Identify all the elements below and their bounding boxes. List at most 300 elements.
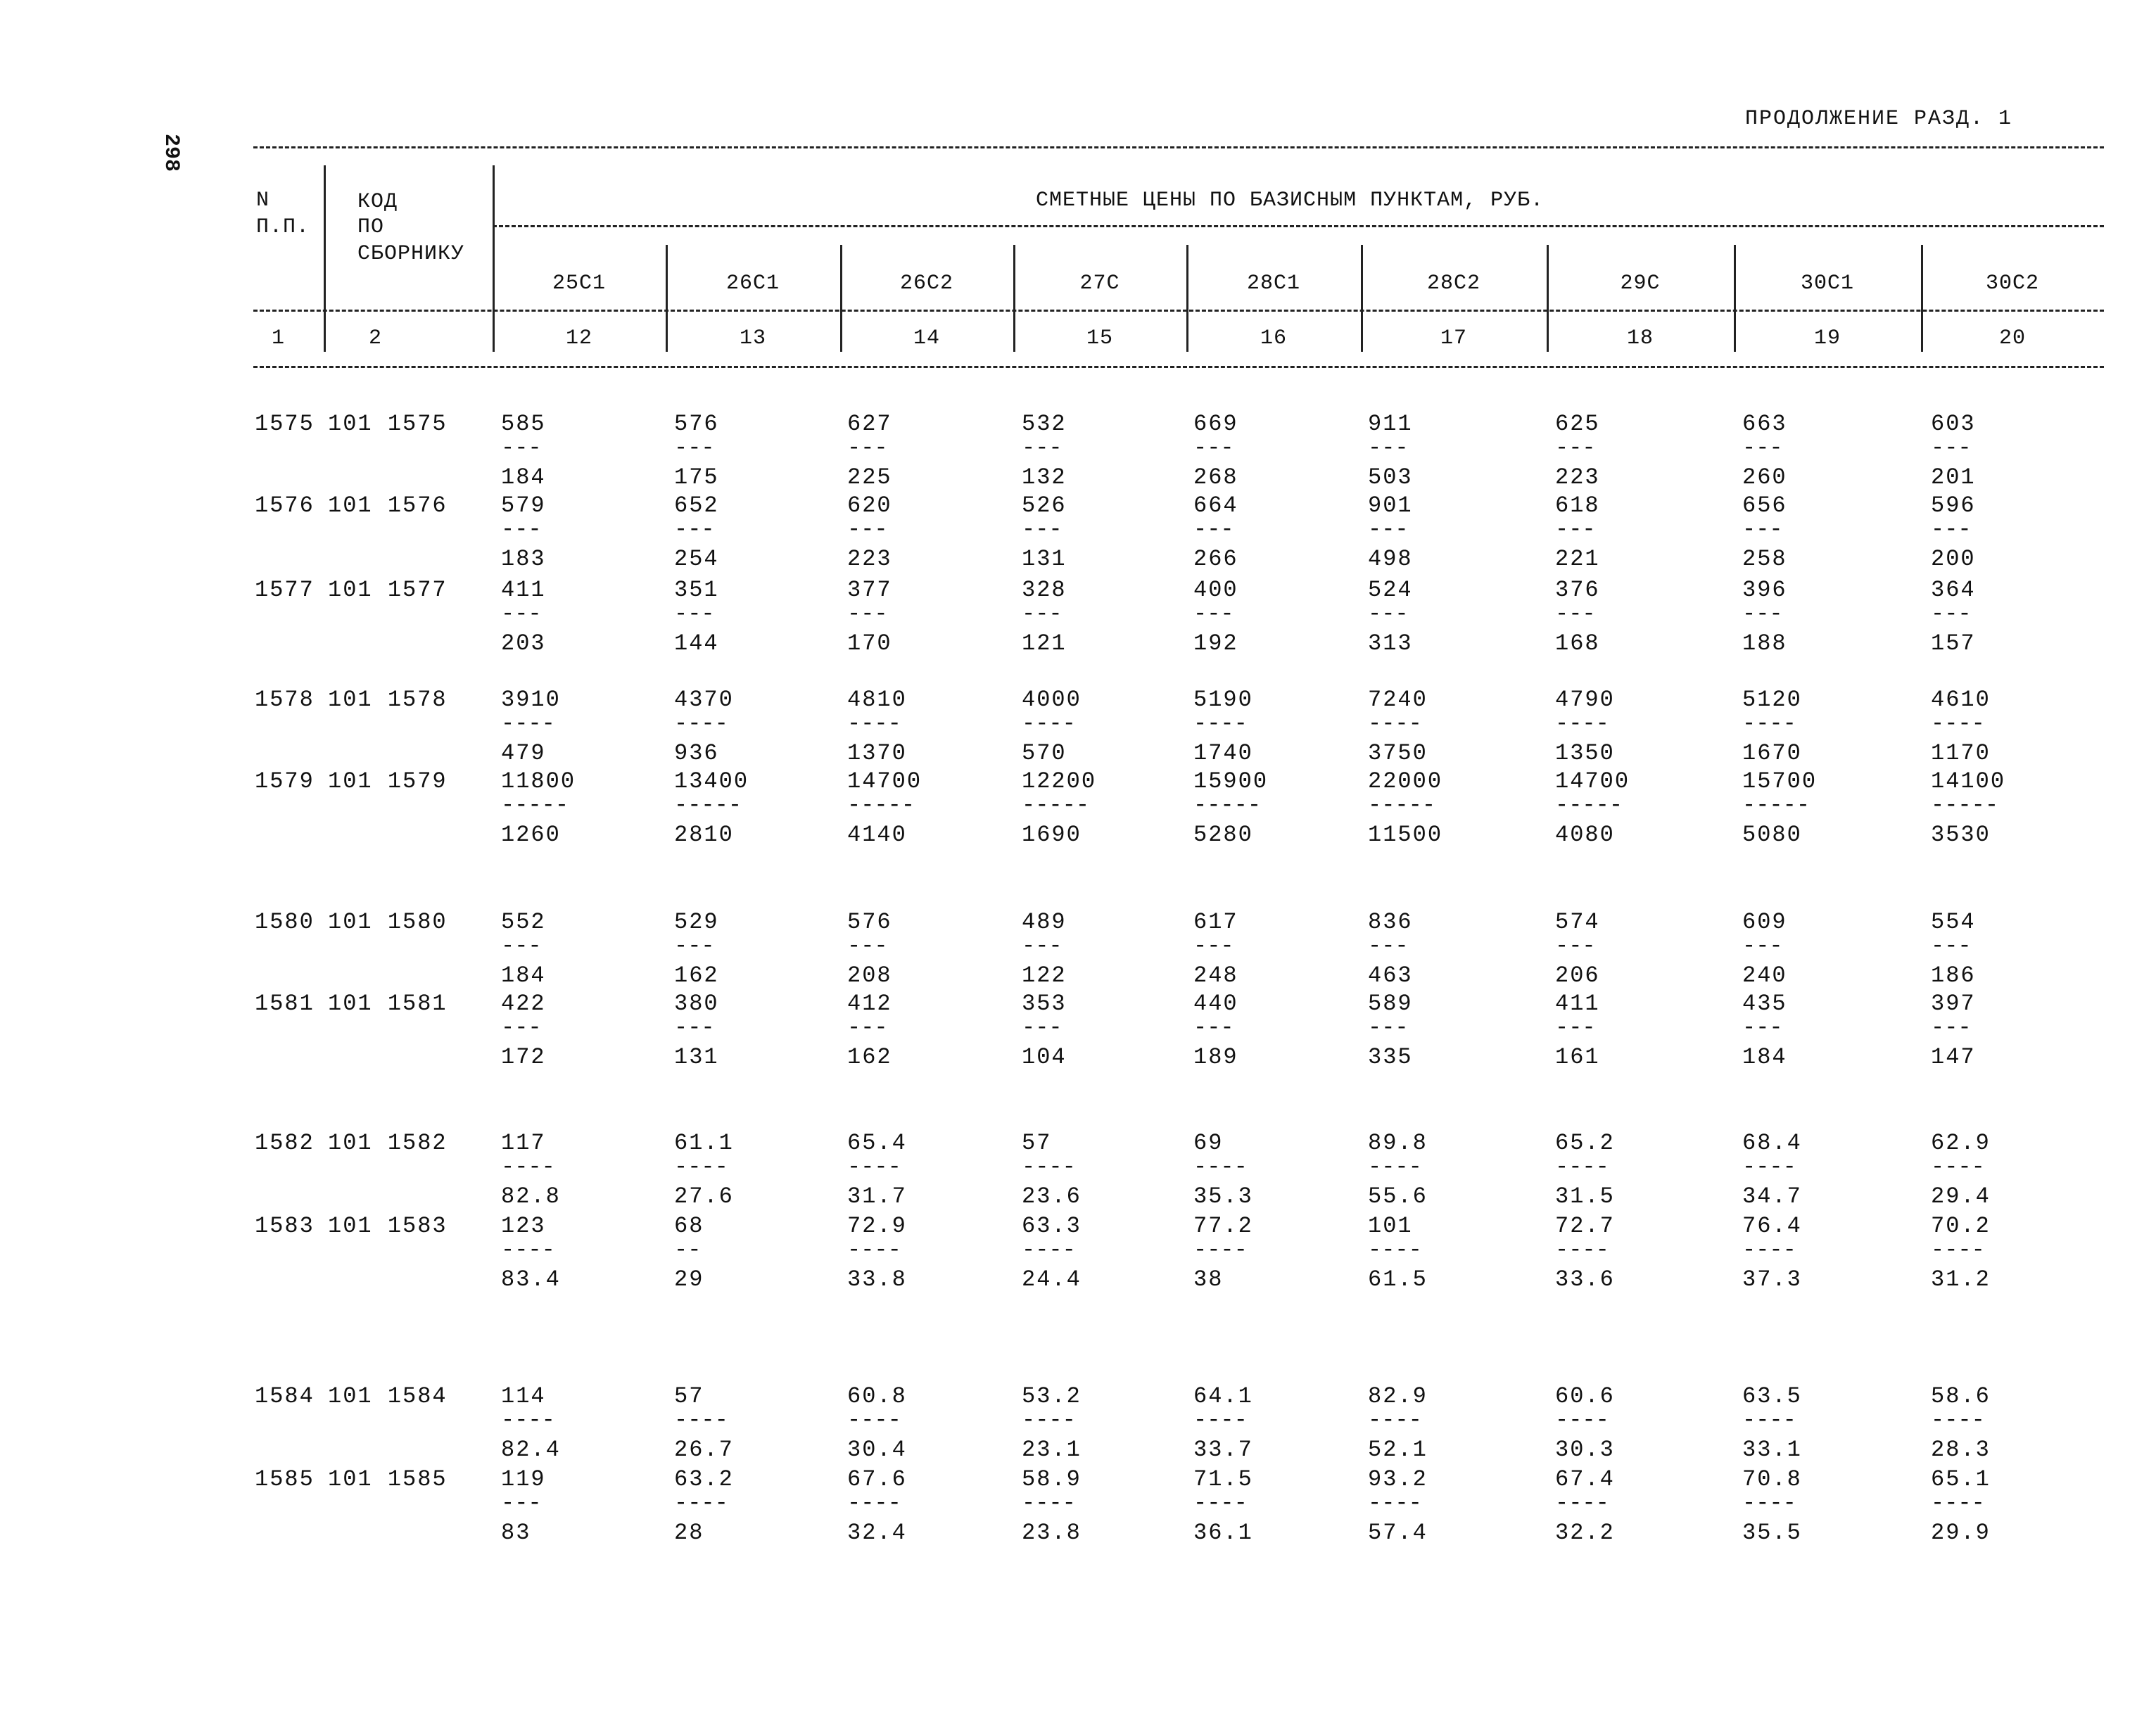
fraction-bar: ----: [1193, 1490, 1248, 1516]
price-numerator: 67.6: [847, 1466, 907, 1492]
fraction-bar: ---: [847, 933, 888, 959]
price-numerator: 552: [501, 909, 546, 935]
price-denominator: 3750: [1368, 740, 1428, 766]
fraction-bar: ---: [1555, 933, 1596, 959]
price-numerator: 627: [847, 411, 892, 437]
price-denominator: 1670: [1742, 740, 1802, 766]
price-numerator: 524: [1368, 577, 1413, 603]
price-numerator: 328: [1022, 577, 1067, 603]
fraction-bar: ----: [1368, 1154, 1422, 1180]
fraction-bar: ----: [1742, 1490, 1796, 1516]
price-numerator: 411: [501, 577, 546, 603]
price-numerator: 532: [1022, 411, 1067, 437]
price-denominator: 4080: [1555, 822, 1615, 848]
price-denominator: 162: [847, 1044, 892, 1070]
price-denominator: 5280: [1193, 822, 1253, 848]
fraction-bar: ----: [1193, 1407, 1248, 1433]
price-denominator: 258: [1742, 546, 1787, 572]
price-numerator: 65.1: [1931, 1466, 1991, 1492]
fraction-bar: ---: [674, 601, 715, 627]
price-numerator: 911: [1368, 411, 1413, 437]
price-numerator: 380: [674, 991, 719, 1017]
row-number: 1581: [255, 991, 315, 1017]
point-header-27С: 27С: [1079, 272, 1120, 296]
price-numerator: 529: [674, 909, 719, 935]
price-denominator: 479: [501, 740, 546, 766]
price-denominator: 33.8: [847, 1266, 907, 1292]
price-denominator: 83: [501, 1520, 531, 1546]
fraction-bar: ----: [501, 1154, 555, 1180]
price-denominator: 38: [1193, 1266, 1224, 1292]
row-number: 1584: [255, 1383, 315, 1409]
header-rule: [253, 310, 2104, 312]
price-denominator: 1740: [1193, 740, 1253, 766]
row-code: 101 1583: [328, 1213, 448, 1239]
price-denominator: 313: [1368, 630, 1413, 656]
fraction-bar: ---: [1368, 516, 1409, 542]
point-header-28С2: 28С2: [1426, 272, 1480, 296]
price-numerator: 4000: [1022, 687, 1082, 713]
price-denominator: 223: [847, 546, 892, 572]
code-header-sb: СБОРНИКУ: [357, 242, 465, 266]
row-number: 1583: [255, 1213, 315, 1239]
price-numerator: 412: [847, 991, 892, 1017]
price-denominator: 162: [674, 963, 719, 989]
fraction-bar: ---: [1742, 1015, 1783, 1041]
colnum-16: 16: [1260, 326, 1287, 350]
row-number: 1579: [255, 768, 315, 794]
row-code: 101 1585: [328, 1466, 448, 1492]
fraction-bar: ---: [847, 1015, 888, 1041]
price-numerator: 63.2: [674, 1466, 734, 1492]
price-numerator: 422: [501, 991, 546, 1017]
fraction-bar: ---: [501, 1015, 542, 1041]
fraction-bar: ----: [847, 1154, 901, 1180]
price-numerator: 901: [1368, 493, 1413, 519]
price-denominator: 61.5: [1368, 1266, 1428, 1292]
group-title: СМЕТНЫЕ ЦЕНЫ ПО БАЗИСНЫМ ПУНКТАМ, РУБ.: [1036, 189, 1545, 212]
fraction-bar: ----: [1742, 711, 1796, 737]
price-numerator: 13400: [674, 768, 749, 794]
price-numerator: 15900: [1193, 768, 1269, 794]
price-denominator: 4140: [847, 822, 907, 848]
price-numerator: 68.4: [1742, 1130, 1802, 1156]
price-denominator: 170: [847, 630, 892, 656]
fraction-bar: ----: [847, 711, 901, 737]
fraction-bar: -----: [501, 792, 569, 818]
fraction-bar: ----: [1931, 1154, 1985, 1180]
price-denominator: 23.1: [1022, 1437, 1082, 1463]
price-numerator: 353: [1022, 991, 1067, 1017]
colnum-12: 12: [565, 326, 592, 350]
price-numerator: 114: [501, 1383, 546, 1409]
price-numerator: 14700: [847, 768, 922, 794]
price-denominator: 201: [1931, 464, 1976, 490]
price-denominator: 223: [1555, 464, 1600, 490]
fraction-bar: -----: [674, 792, 742, 818]
colnum-19: 19: [1813, 326, 1841, 350]
fraction-bar: ---: [1193, 601, 1234, 627]
price-denominator: 131: [674, 1044, 719, 1070]
price-denominator: 1260: [501, 822, 561, 848]
price-numerator: 58.9: [1022, 1466, 1082, 1492]
price-denominator: 268: [1193, 464, 1238, 490]
price-numerator: 3910: [501, 687, 561, 713]
row-code: 101 1581: [328, 991, 448, 1017]
price-numerator: 663: [1742, 411, 1787, 437]
n-header-sub: П.П.: [256, 215, 310, 239]
price-denominator: 31.5: [1555, 1183, 1615, 1209]
price-denominator: 32.2: [1555, 1520, 1615, 1546]
price-denominator: 2810: [674, 822, 734, 848]
fraction-bar: ---: [1555, 601, 1596, 627]
price-numerator: 397: [1931, 991, 1976, 1017]
price-denominator: 82.4: [501, 1437, 561, 1463]
price-numerator: 71.5: [1193, 1466, 1253, 1492]
fraction-bar: ---: [1193, 435, 1234, 461]
price-denominator: 254: [674, 546, 719, 572]
fraction-bar: ---: [1022, 516, 1063, 542]
fraction-bar: ---: [1742, 933, 1783, 959]
fraction-bar: ----: [1931, 711, 1985, 737]
price-numerator: 65.4: [847, 1130, 907, 1156]
code-header-po: ПО: [357, 215, 385, 239]
price-numerator: 576: [674, 411, 719, 437]
price-numerator: 585: [501, 411, 546, 437]
fraction-bar: -----: [1193, 792, 1262, 818]
price-denominator: 35.5: [1742, 1520, 1802, 1546]
price-numerator: 57: [1022, 1130, 1052, 1156]
row-code: 101 1577: [328, 577, 448, 603]
fraction-bar: -----: [1022, 792, 1090, 818]
price-denominator: 29: [674, 1266, 704, 1292]
price-denominator: 29.4: [1931, 1183, 1991, 1209]
price-denominator: 260: [1742, 464, 1787, 490]
price-denominator: 11500: [1368, 822, 1443, 848]
price-denominator: 157: [1931, 630, 1976, 656]
price-denominator: 34.7: [1742, 1183, 1802, 1209]
price-numerator: 589: [1368, 991, 1413, 1017]
price-numerator: 70.8: [1742, 1466, 1802, 1492]
price-denominator: 248: [1193, 963, 1238, 989]
price-numerator: 63.5: [1742, 1383, 1802, 1409]
price-numerator: 669: [1193, 411, 1238, 437]
price-denominator: 240: [1742, 963, 1787, 989]
price-numerator: 61.1: [674, 1130, 734, 1156]
fraction-bar: ---: [1368, 601, 1409, 627]
fraction-bar: ----: [1368, 1490, 1422, 1516]
fraction-bar: ---: [674, 933, 715, 959]
price-numerator: 351: [674, 577, 719, 603]
price-denominator: 30.4: [847, 1437, 907, 1463]
fraction-bar: ---: [1742, 435, 1783, 461]
colnum-18: 18: [1626, 326, 1654, 350]
fraction-bar: ----: [1931, 1490, 1985, 1516]
price-numerator: 489: [1022, 909, 1067, 935]
price-numerator: 440: [1193, 991, 1238, 1017]
fraction-bar: ----: [674, 711, 728, 737]
price-numerator: 435: [1742, 991, 1787, 1017]
fraction-bar: ----: [1022, 1407, 1076, 1433]
price-numerator: 625: [1555, 411, 1600, 437]
colnum-13: 13: [739, 326, 766, 350]
price-denominator: 5080: [1742, 822, 1802, 848]
colnum-2: 2: [369, 326, 383, 350]
fraction-bar: ----: [1368, 1237, 1422, 1263]
fraction-bar: ----: [501, 711, 555, 737]
fraction-bar: ---: [1022, 933, 1063, 959]
price-denominator: 131: [1022, 546, 1067, 572]
price-denominator: 183: [501, 546, 546, 572]
fraction-bar: ---: [1931, 933, 1972, 959]
fraction-bar: ---: [1742, 601, 1783, 627]
price-denominator: 57.4: [1368, 1520, 1428, 1546]
price-numerator: 12200: [1022, 768, 1097, 794]
price-numerator: 60.8: [847, 1383, 907, 1409]
price-numerator: 603: [1931, 411, 1976, 437]
fraction-bar: ----: [1022, 1154, 1076, 1180]
fraction-bar: ---: [1555, 435, 1596, 461]
price-numerator: 574: [1555, 909, 1600, 935]
price-numerator: 14700: [1555, 768, 1630, 794]
price-denominator: 26.7: [674, 1437, 734, 1463]
fraction-bar: ----: [847, 1490, 901, 1516]
fraction-bar: ---: [1368, 933, 1409, 959]
price-numerator: 4810: [847, 687, 907, 713]
price-denominator: 23.6: [1022, 1183, 1082, 1209]
price-numerator: 4370: [674, 687, 734, 713]
price-numerator: 5120: [1742, 687, 1802, 713]
point-header-30С2: 30С2: [1985, 272, 2039, 296]
price-denominator: 184: [501, 464, 546, 490]
fraction-bar: ---: [501, 1490, 542, 1516]
price-denominator: 23.8: [1022, 1520, 1082, 1546]
price-denominator: 184: [1742, 1044, 1787, 1070]
price-numerator: 836: [1368, 909, 1413, 935]
price-denominator: 1170: [1931, 740, 1991, 766]
price-numerator: 576: [847, 909, 892, 935]
row-code: 101 1578: [328, 687, 448, 713]
price-denominator: 31.2: [1931, 1266, 1991, 1292]
row-code: 101 1582: [328, 1130, 448, 1156]
price-denominator: 206: [1555, 963, 1600, 989]
price-numerator: 400: [1193, 577, 1238, 603]
price-numerator: 579: [501, 493, 546, 519]
fraction-bar: ----: [1742, 1237, 1796, 1263]
fraction-bar: ---: [1022, 601, 1063, 627]
point-divider: [1186, 245, 1188, 352]
price-numerator: 93.2: [1368, 1466, 1428, 1492]
price-denominator: 203: [501, 630, 546, 656]
fraction-bar: ---: [501, 516, 542, 542]
fraction-bar: ---: [1193, 1015, 1234, 1041]
fraction-bar: ---: [1931, 1015, 1972, 1041]
price-denominator: 24.4: [1022, 1266, 1082, 1292]
price-denominator: 31.7: [847, 1183, 907, 1209]
price-numerator: 60.6: [1555, 1383, 1615, 1409]
fraction-bar: -----: [847, 792, 915, 818]
fraction-bar: ----: [1022, 1237, 1076, 1263]
price-denominator: 188: [1742, 630, 1787, 656]
price-denominator: 186: [1931, 963, 1976, 989]
price-denominator: 33.6: [1555, 1266, 1615, 1292]
row-code: 101 1584: [328, 1383, 448, 1409]
fraction-bar: ----: [1193, 1154, 1248, 1180]
fraction-bar: ---: [1931, 435, 1972, 461]
price-numerator: 68: [674, 1213, 704, 1239]
code-data-divider: [493, 165, 495, 352]
price-denominator: 335: [1368, 1044, 1413, 1070]
price-numerator: 7240: [1368, 687, 1428, 713]
colnum-17: 17: [1440, 326, 1467, 350]
price-numerator: 57: [674, 1383, 704, 1409]
price-numerator: 101: [1368, 1213, 1413, 1239]
price-numerator: 72.9: [847, 1213, 907, 1239]
price-numerator: 652: [674, 493, 719, 519]
fraction-bar: ----: [501, 1407, 555, 1433]
price-numerator: 70.2: [1931, 1213, 1991, 1239]
price-numerator: 5190: [1193, 687, 1253, 713]
fraction-bar: ---: [1368, 1015, 1409, 1041]
colnum-20: 20: [1998, 326, 2026, 350]
price-denominator: 27.6: [674, 1183, 734, 1209]
price-denominator: 1370: [847, 740, 907, 766]
row-code: 101 1576: [328, 493, 448, 519]
price-numerator: 364: [1931, 577, 1976, 603]
point-divider: [1013, 245, 1015, 352]
numbers-rule: [253, 366, 2104, 368]
row-code: 101 1579: [328, 768, 448, 794]
price-numerator: 58.6: [1931, 1383, 1991, 1409]
price-denominator: 82.8: [501, 1183, 561, 1209]
row-number: 1577: [255, 577, 315, 603]
fraction-bar: ----: [1555, 1237, 1609, 1263]
colnum-1: 1: [272, 326, 286, 350]
fraction-bar: ----: [674, 1407, 728, 1433]
price-denominator: 147: [1931, 1044, 1976, 1070]
fraction-bar: ----: [1193, 1237, 1248, 1263]
fraction-bar: ----: [1555, 1490, 1609, 1516]
fraction-bar: ----: [1022, 711, 1076, 737]
row-number: 1575: [255, 411, 315, 437]
fraction-bar: ----: [1742, 1407, 1796, 1433]
price-numerator: 14100: [1931, 768, 2006, 794]
price-numerator: 4610: [1931, 687, 1991, 713]
code-header: КОД: [357, 190, 398, 214]
price-numerator: 67.4: [1555, 1466, 1615, 1492]
price-numerator: 664: [1193, 493, 1238, 519]
fraction-bar: ----: [1555, 1407, 1609, 1433]
price-numerator: 69: [1193, 1130, 1224, 1156]
point-divider: [666, 245, 668, 352]
price-denominator: 121: [1022, 630, 1067, 656]
fraction-bar: ---: [1555, 516, 1596, 542]
price-numerator: 11800: [501, 768, 576, 794]
fraction-bar: ---: [674, 1015, 715, 1041]
price-numerator: 15700: [1742, 768, 1818, 794]
fraction-bar: ---: [1193, 933, 1234, 959]
fraction-bar: ---: [1555, 1015, 1596, 1041]
fraction-bar: ---: [847, 435, 888, 461]
fraction-bar: -----: [1368, 792, 1436, 818]
price-denominator: 1690: [1022, 822, 1082, 848]
price-denominator: 28: [674, 1520, 704, 1546]
price-denominator: 192: [1193, 630, 1238, 656]
point-divider: [1361, 245, 1363, 352]
fraction-bar: ----: [1742, 1154, 1796, 1180]
price-denominator: 33.7: [1193, 1437, 1253, 1463]
fraction-bar: ----: [1022, 1490, 1076, 1516]
price-denominator: 83.4: [501, 1266, 561, 1292]
price-numerator: 117: [501, 1130, 546, 1156]
price-numerator: 526: [1022, 493, 1067, 519]
price-denominator: 35.3: [1193, 1183, 1253, 1209]
fraction-bar: -----: [1742, 792, 1811, 818]
price-numerator: 618: [1555, 493, 1600, 519]
colnum-14: 14: [913, 326, 940, 350]
page-number: 298: [159, 134, 183, 172]
price-denominator: 29.9: [1931, 1520, 1991, 1546]
fraction-bar: --: [674, 1237, 702, 1263]
price-numerator: 620: [847, 493, 892, 519]
price-denominator: 208: [847, 963, 892, 989]
price-denominator: 200: [1931, 546, 1976, 572]
price-numerator: 123: [501, 1213, 546, 1239]
fraction-bar: ---: [1742, 516, 1783, 542]
fraction-bar: ---: [1931, 601, 1972, 627]
price-numerator: 376: [1555, 577, 1600, 603]
group-rule: [493, 225, 2104, 227]
fraction-bar: ---: [847, 601, 888, 627]
price-numerator: 72.7: [1555, 1213, 1615, 1239]
price-numerator: 554: [1931, 909, 1976, 935]
fraction-bar: ----: [1368, 711, 1422, 737]
price-numerator: 4790: [1555, 687, 1615, 713]
price-denominator: 221: [1555, 546, 1600, 572]
price-numerator: 77.2: [1193, 1213, 1253, 1239]
fraction-bar: -----: [1555, 792, 1623, 818]
price-denominator: 1350: [1555, 740, 1615, 766]
fraction-bar: ---: [1022, 1015, 1063, 1041]
price-numerator: 76.4: [1742, 1213, 1802, 1239]
fraction-bar: ---: [501, 933, 542, 959]
fraction-bar: ---: [501, 601, 542, 627]
fraction-bar: ---: [674, 516, 715, 542]
price-denominator: 570: [1022, 740, 1067, 766]
price-denominator: 189: [1193, 1044, 1238, 1070]
price-denominator: 936: [674, 740, 719, 766]
price-numerator: 53.2: [1022, 1383, 1082, 1409]
fraction-bar: ---: [1931, 516, 1972, 542]
price-denominator: 3530: [1931, 822, 1991, 848]
fraction-bar: ----: [1555, 711, 1609, 737]
price-denominator: 463: [1368, 963, 1413, 989]
top-rule: [253, 146, 2104, 148]
price-denominator: 184: [501, 963, 546, 989]
point-header-25С1: 25С1: [552, 272, 606, 296]
price-numerator: 63.3: [1022, 1213, 1082, 1239]
fraction-bar: ----: [847, 1237, 901, 1263]
price-denominator: 172: [501, 1044, 546, 1070]
price-denominator: 144: [674, 630, 719, 656]
fraction-bar: ----: [1931, 1237, 1985, 1263]
price-denominator: 36.1: [1193, 1520, 1253, 1546]
fraction-bar: ----: [674, 1154, 728, 1180]
price-numerator: 396: [1742, 577, 1787, 603]
price-numerator: 82.9: [1368, 1383, 1428, 1409]
price-numerator: 377: [847, 577, 892, 603]
price-numerator: 596: [1931, 493, 1976, 519]
